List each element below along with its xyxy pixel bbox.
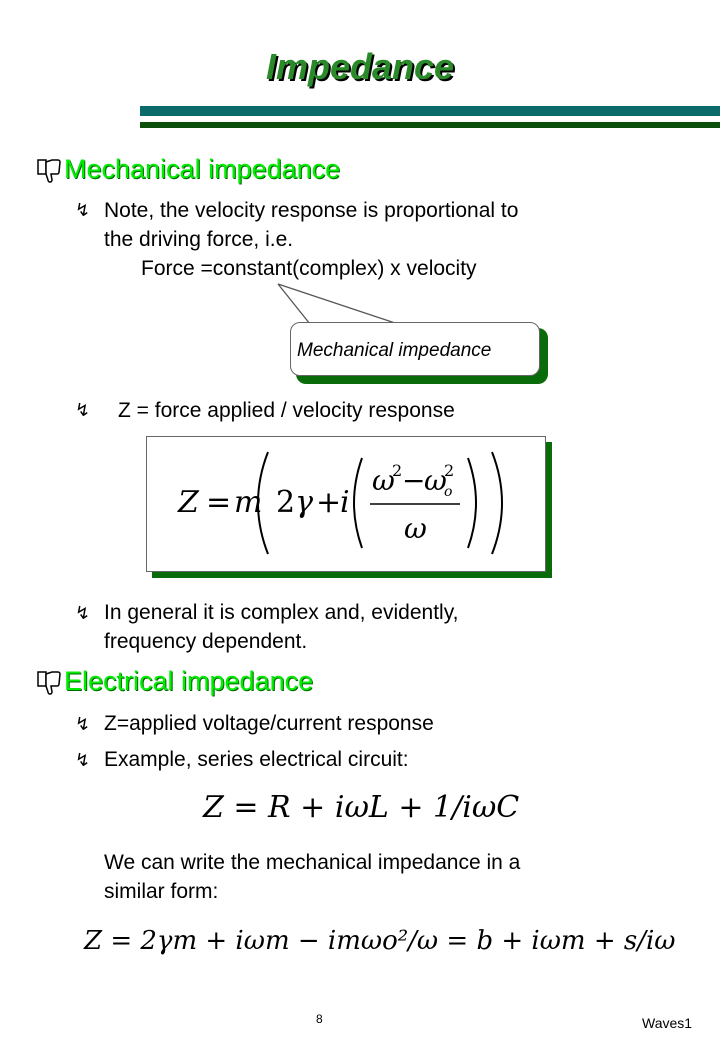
svg-text:ω: ω <box>424 464 447 497</box>
general-line-2: frequency dependent. <box>104 630 308 653</box>
footer-label: Waves1 <box>642 1015 693 1031</box>
subbullet-icon: ↯ <box>75 603 91 624</box>
svg-text:+: + <box>316 485 342 520</box>
subbullet-icon: ↯ <box>75 400 91 421</box>
svg-text:Z: Z <box>178 485 199 520</box>
page-title: Impedance <box>265 46 455 87</box>
svg-text:−: − <box>402 464 426 497</box>
thumbs-down-icon <box>34 668 62 696</box>
note-line-3: Force =constant(complex) x velocity <box>141 257 477 280</box>
section-heading-mechanical: Mechanical impedance <box>64 154 341 184</box>
svg-text:2: 2 <box>392 461 403 480</box>
write-line-1: We can write the mechanical impedance in a <box>104 851 521 874</box>
subbullet-icon: ↯ <box>75 750 91 771</box>
subbullet-icon: ↯ <box>75 714 91 735</box>
note-line-2: the driving force, i.e. <box>104 228 294 251</box>
z-definition-electrical: Z=applied voltage/current response <box>104 712 434 735</box>
note-line-1: Note, the velocity response is proportional to <box>104 199 519 222</box>
svg-text:m: m <box>234 485 263 520</box>
svg-text:ω: ω <box>372 464 395 497</box>
mechanical-impedance-formula <box>176 446 516 560</box>
section-heading-electrical: Electrical impedance <box>64 666 314 696</box>
callout-label: Mechanical impedance <box>297 340 492 361</box>
svg-text:=: = <box>206 485 232 520</box>
thumbs-down-icon <box>34 156 62 184</box>
svg-text:ω: ω <box>404 512 427 545</box>
electrical-formula: Z = R + iωL + 1/iωC <box>203 790 520 825</box>
svg-text:2: 2 <box>444 461 455 480</box>
mechanical-formula-similar-form: Z = 2γm + iωm − imωo²/ω = b + iωm + s/iω <box>84 926 676 956</box>
general-line-1: In general it is complex and, evidently, <box>104 601 459 624</box>
page-number: 8 <box>316 1012 323 1026</box>
example-line: Example, series electrical circuit: <box>104 748 409 771</box>
svg-text:o: o <box>444 484 453 500</box>
subbullet-icon: ↯ <box>75 200 91 221</box>
write-line-2: similar form: <box>104 880 219 903</box>
svg-text:2γ: 2γ <box>276 485 314 520</box>
z-definition-mechanical: Z = force applied / velocity response <box>118 399 455 422</box>
svg-text:i: i <box>340 485 350 520</box>
title-rule-green <box>140 122 720 128</box>
title-rule-teal <box>140 106 720 116</box>
